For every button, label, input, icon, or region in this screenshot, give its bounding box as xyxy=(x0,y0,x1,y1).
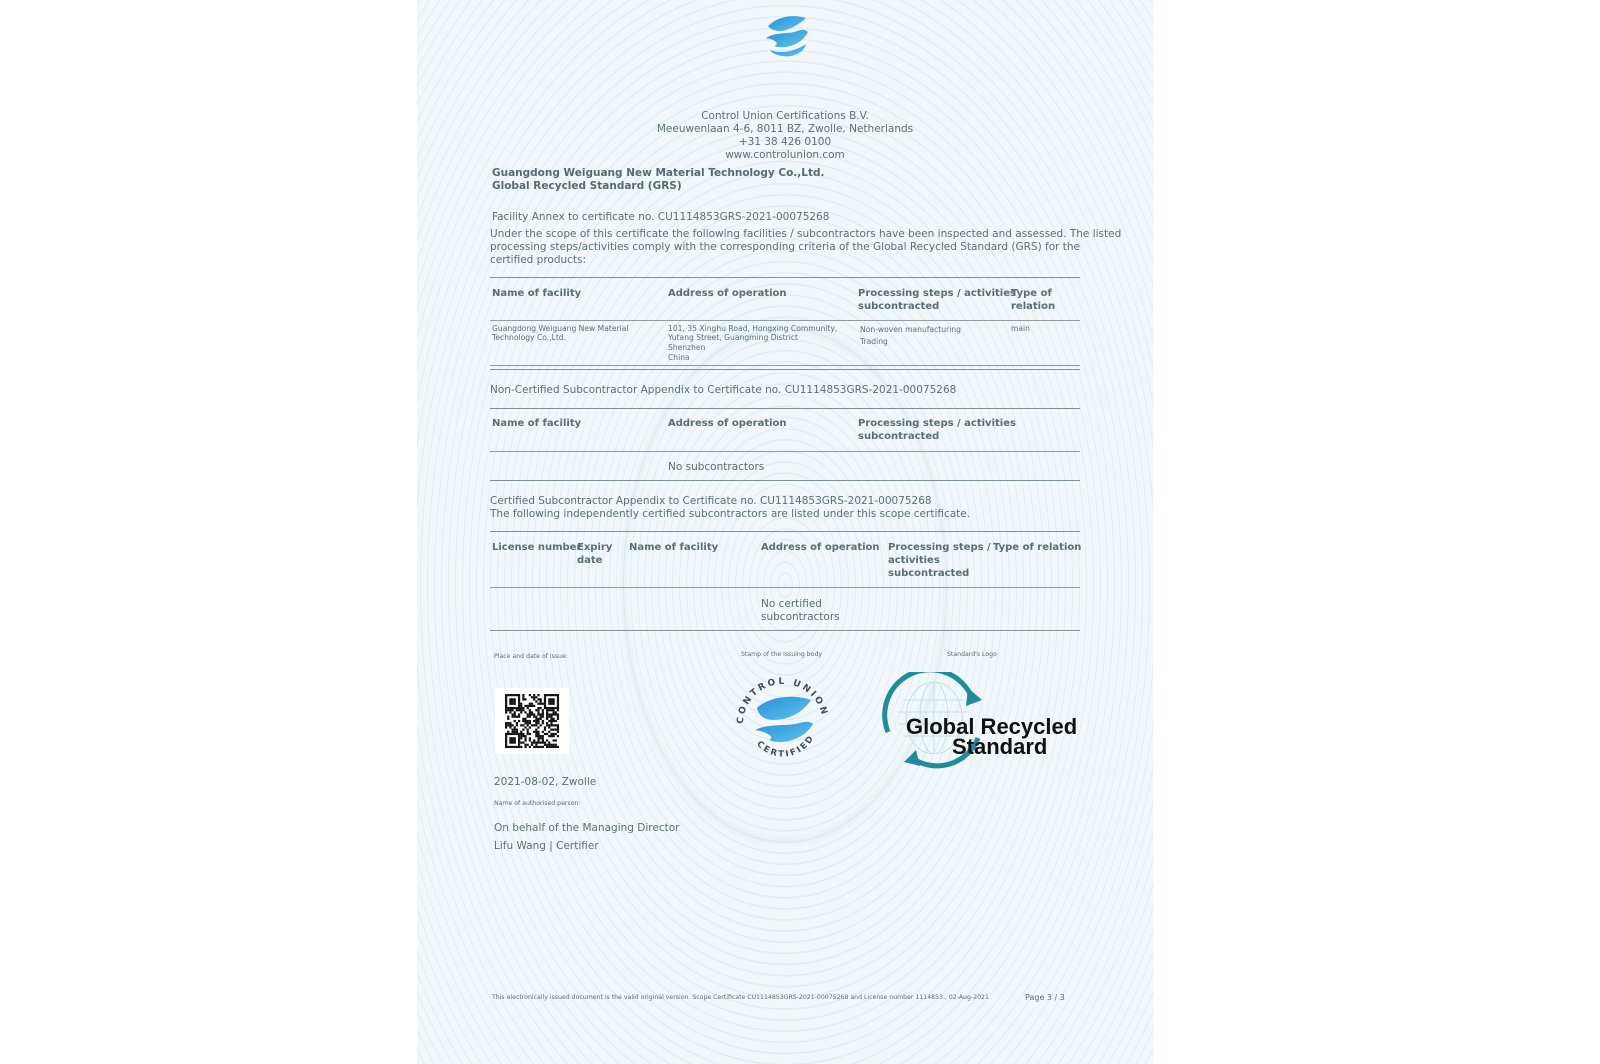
certificate-page xyxy=(417,0,1153,1064)
noncert-header-address: Address of operation xyxy=(668,418,787,429)
col-header-steps-1: Processing steps / activities xyxy=(858,288,1016,299)
noncert-appendix-title: Non-Certified Subcontractor Appendix to Certificate no. CU1114853GRS-2021-00075268 xyxy=(490,384,957,396)
cert-header-address: Address of operation xyxy=(761,542,880,553)
issuer-address: Meeuwenlaan 4-6, 8011 BZ, Zwolle, Netherlands xyxy=(656,123,914,135)
authorised-person-label: Name of authorised person: xyxy=(494,800,581,807)
stamp-top-text: CONTROL UNION xyxy=(735,676,830,725)
col-header-steps-2: subcontracted xyxy=(858,301,940,312)
stamp-bottom-text: CERTIFIED xyxy=(754,732,817,760)
issuer-name: Control Union Certifications B.V. xyxy=(701,110,869,122)
noncert-empty: No subcontractors xyxy=(668,461,765,473)
page-number: Page 3 / 3 xyxy=(1025,993,1065,1002)
cert-empty-1: No certified xyxy=(761,598,822,610)
cert-header-steps-2: activities xyxy=(888,555,940,566)
facility-address-2: Yutang Street, Guangming District xyxy=(668,333,798,342)
signer-text: Lifu Wang | Certifier xyxy=(494,840,599,852)
table-rule xyxy=(490,320,1080,321)
table-rule xyxy=(490,480,1080,481)
facility-relation: main xyxy=(1011,324,1030,333)
stamp-label: Stamp of the issuing body xyxy=(741,651,823,658)
facility-annex-intro-1: Under the scope of this certificate the following facilities / subcontractors have been inspected and assessed. The listed xyxy=(490,228,1122,240)
facility-name-2: Technology Co.,Ltd. xyxy=(492,333,567,342)
col-header-name: Name of facility xyxy=(492,288,582,299)
noncert-header-steps-1: Processing steps / activities xyxy=(858,418,1016,429)
col-header-address: Address of operation xyxy=(668,288,787,299)
cert-empty-2: subcontractors xyxy=(761,611,840,623)
place-date-label: Place and date of issue: xyxy=(494,653,568,660)
table-rule xyxy=(490,531,1080,532)
grs-logo-line-2: Standard xyxy=(952,734,1048,759)
noncert-header-steps-2: subcontracted xyxy=(858,431,940,442)
issuer-phone: +31 38 426 0100 xyxy=(738,136,832,148)
col-header-relation-1: Type of xyxy=(1011,288,1052,299)
cert-appendix-title: Certified Subcontractor Appendix to Certificate no. CU1114853GRS-2021-00075268 xyxy=(490,495,932,507)
facility-address-1: 101, 35 Xinghu Road, Hongxing Community, xyxy=(668,324,838,333)
facility-annex-intro-3: certified products: xyxy=(490,254,587,266)
cert-header-relation: Type of relation xyxy=(993,542,1082,553)
cert-header-name: Name of facility xyxy=(629,542,719,553)
issuer-website: www.controlunion.com xyxy=(725,149,845,161)
facility-address-4: China xyxy=(668,353,690,362)
noncert-header-name: Name of facility xyxy=(492,418,582,429)
facility-annex-intro-2: processing steps/activities comply with the corresponding criteria of the Global Recycled Standard (GRS) for the xyxy=(490,241,1081,253)
holder-standard: Global Recycled Standard (GRS) xyxy=(492,180,682,192)
grs-logo-line-1: Global Recycled xyxy=(906,714,1078,739)
table-rule xyxy=(490,630,1080,631)
cert-header-license: License number xyxy=(492,542,582,553)
table-rule xyxy=(490,451,1080,452)
issue-date-place: 2021-08-02, Zwolle xyxy=(494,776,597,788)
cert-header-expiry-2: date xyxy=(577,555,603,566)
footer-note: This electronically issued document is the valid original version. Scope Certificate CU1114853GRS-2021-00075268 and License number 1114853., 02-Aug-2021 xyxy=(492,994,989,1001)
grs-logo xyxy=(872,672,1082,772)
holder-company: Guangdong Weiguang New Material Technology Co.,Ltd. xyxy=(492,167,825,179)
facility-step-1: Non-woven manufacturing xyxy=(860,325,961,334)
cert-header-steps-1: Processing steps / xyxy=(888,542,991,553)
table-rule xyxy=(490,587,1080,588)
cert-appendix-subtitle: The following independently certified subcontractors are listed under this scope certificate. xyxy=(490,508,971,520)
table-rule xyxy=(490,408,1080,409)
qr-code[interactable] xyxy=(495,688,569,754)
facility-annex-title: Facility Annex to certificate no. CU1114853GRS-2021-00075268 xyxy=(492,211,830,223)
facility-address-3: Shenzhen xyxy=(668,343,706,352)
control-union-stamp xyxy=(729,668,837,772)
table-rule xyxy=(490,365,1080,366)
behalf-text: On behalf of the Managing Director xyxy=(494,822,680,834)
cert-header-steps-3: subcontracted xyxy=(888,568,970,579)
col-header-relation-2: relation xyxy=(1011,301,1056,312)
facility-step-2: Trading xyxy=(860,337,888,346)
cert-header-expiry-1: Expiry xyxy=(577,542,613,553)
control-union-logo-icon xyxy=(764,14,810,58)
table-rule xyxy=(490,277,1080,278)
facility-name-1: Guangdong Weiguang New Material xyxy=(492,324,629,333)
standard-logo-label: Standard's Logo xyxy=(947,651,997,658)
table-rule xyxy=(490,369,1080,370)
